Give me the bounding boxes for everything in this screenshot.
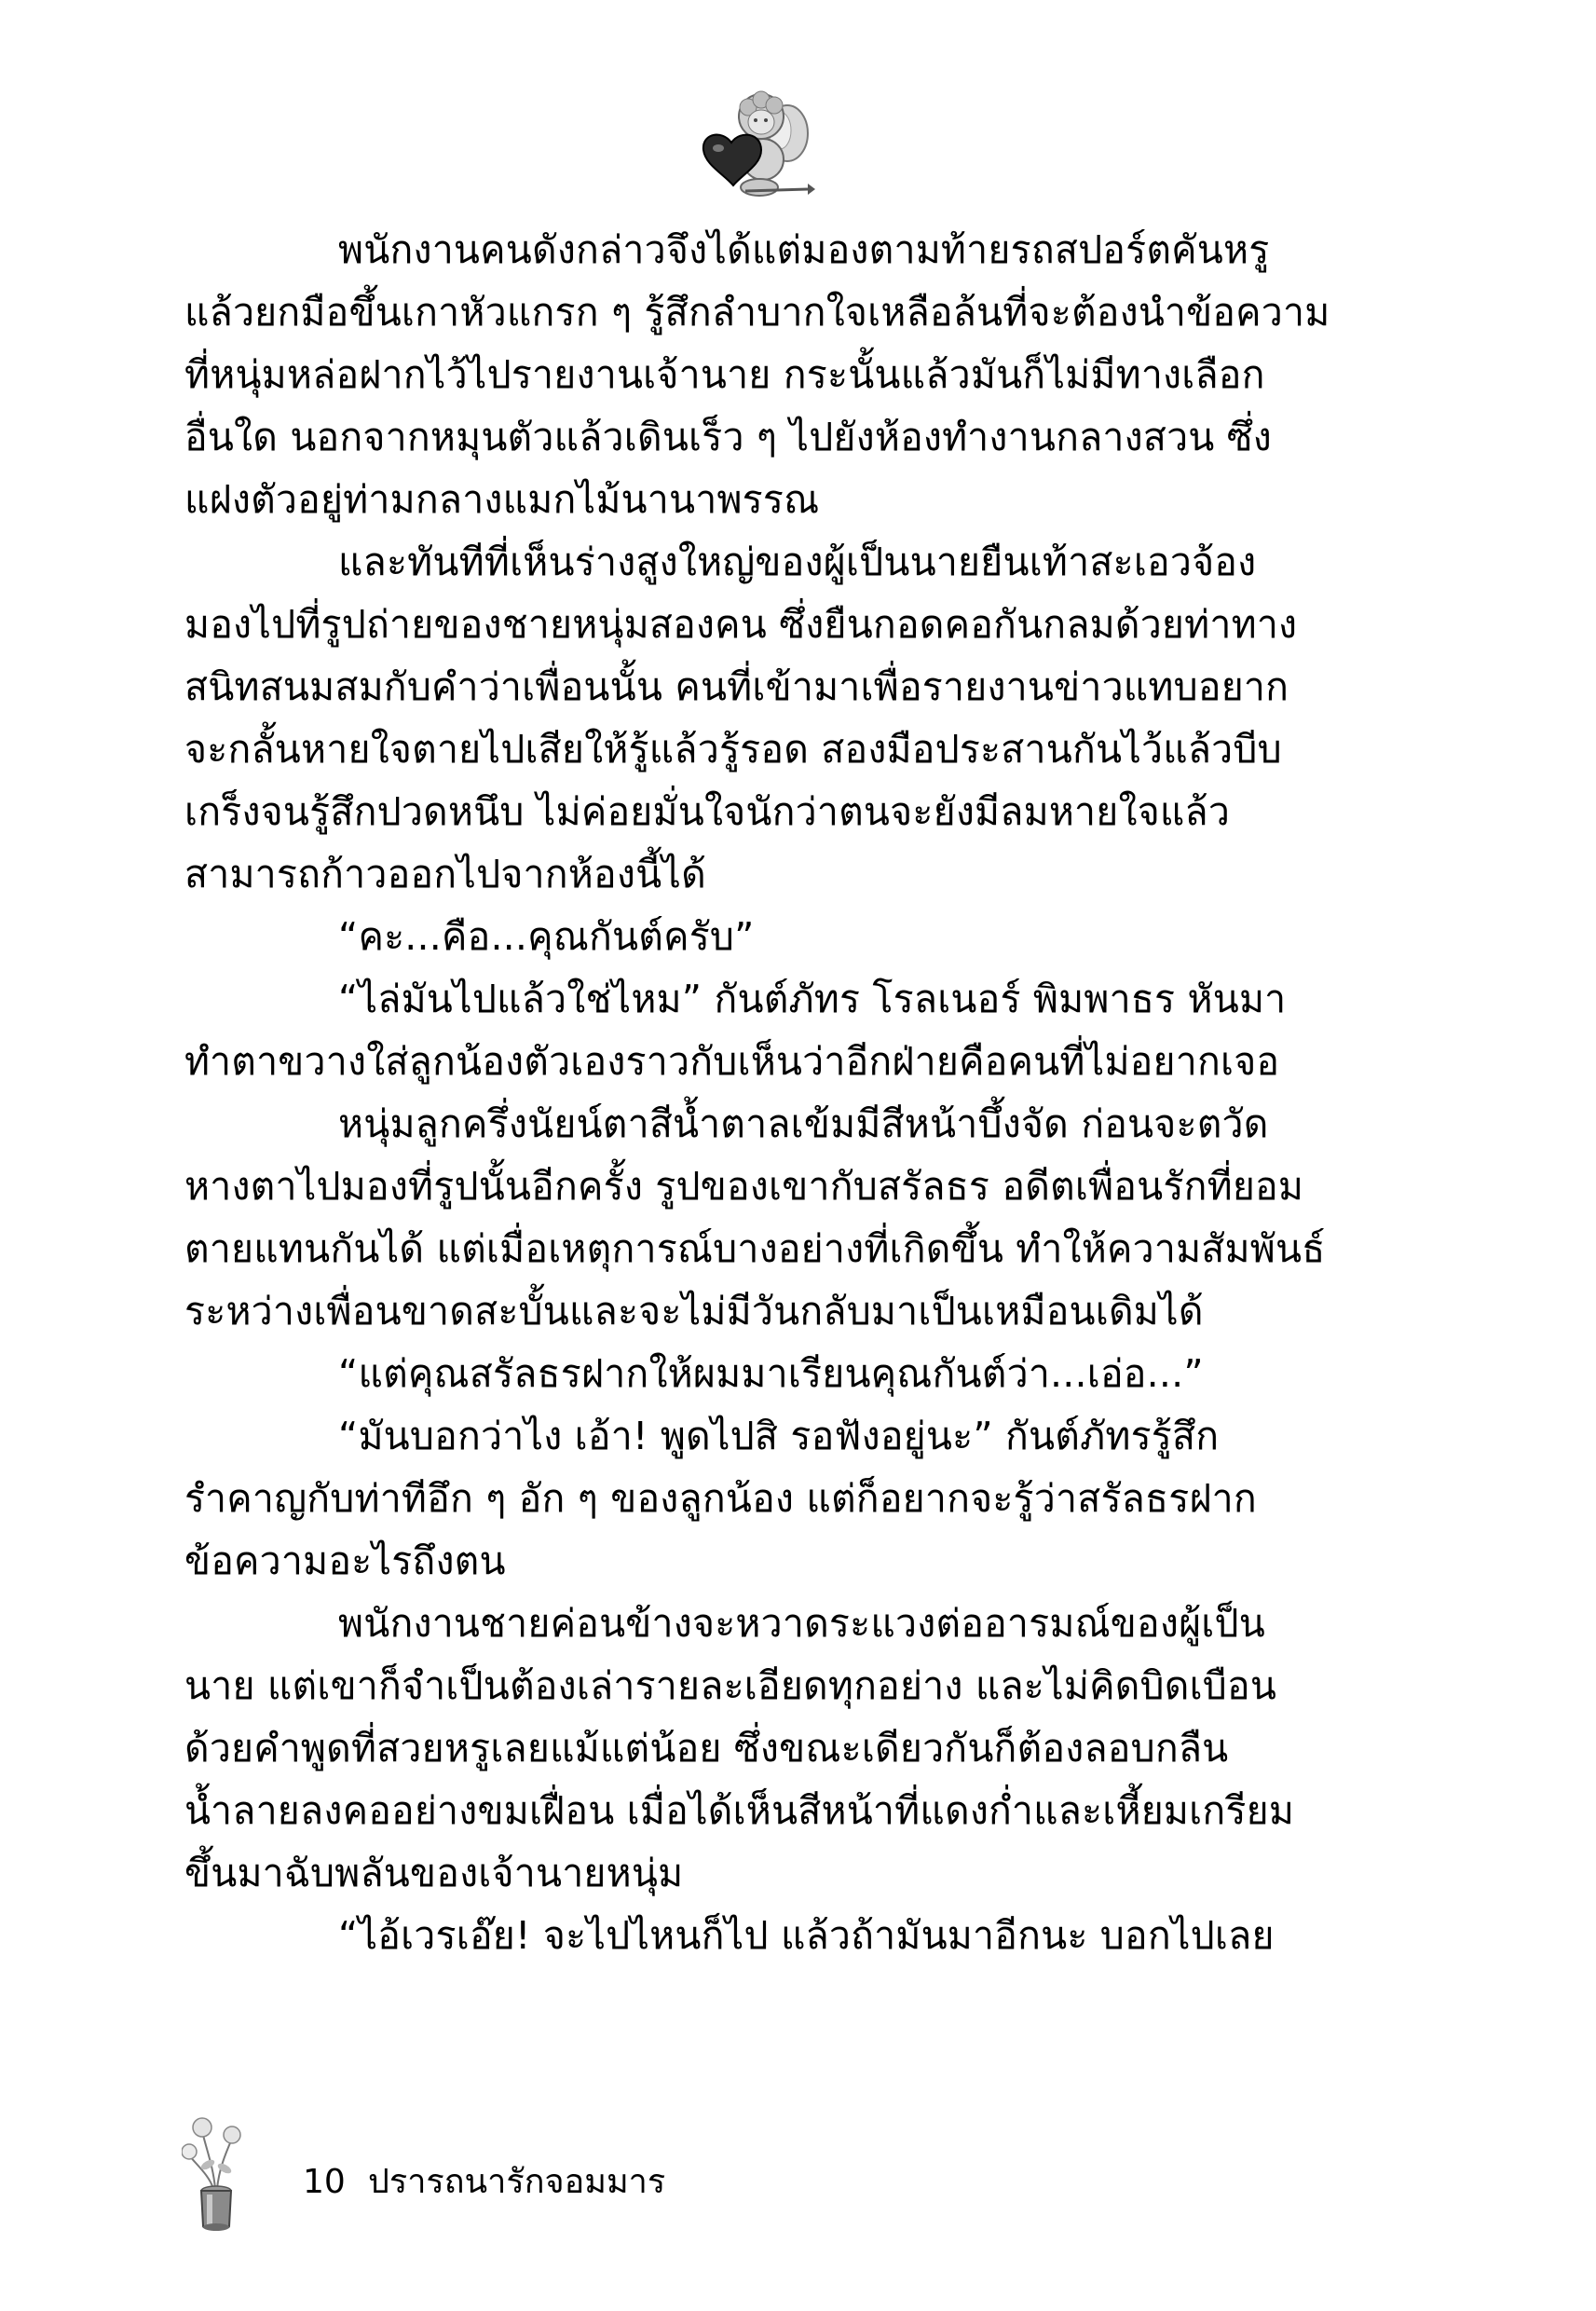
text-line: ด้วยคำพูดที่สวยหรูเลยแม้แต่น้อย ซึ่งขณะเดียวกันก็ต้องลอบกลืน (184, 1726, 1229, 1771)
text-line: “คะ...คือ...คุณกันต์ครับ” (338, 914, 755, 959)
text-line: เกร็งจนรู้สึกปวดหนึบ ไม่ค่อยมั่นใจนักว่าตนจะยังมีลมหายใจแล้ว (184, 789, 1231, 834)
text-line: ตายแทนกันได้ แต่เมื่อเหตุการณ์บางอย่างที่เกิดขึ้น ทำให้ความสัมพันธ์ (184, 1226, 1326, 1271)
text-line: นาย แต่เขาก็จำเป็นต้องเล่ารายละเอียดทุกอย่าง และไม่คิดบิดเบือน (184, 1663, 1277, 1708)
body-text (184, 219, 1330, 1967)
text-line: ขึ้นมาฉับพลันของเจ้านายหนุ่ม (184, 1851, 684, 1895)
book-title: ปรารถนารักจอมมาร (368, 2163, 666, 2201)
text-line: “ไอ้เวรเอ๊ย! จะไปไหนก็ไป แล้วถ้ามันมาอีกนะ บอกไปเลย (338, 1913, 1275, 1958)
text-line: หนุ่มลูกครึ่งนัยน์ตาสีน้ำตาลเข้มมีสีหน้าบึ้งจัด ก่อนจะตวัด (338, 1101, 1269, 1146)
text-line: แล้วยกมือขึ้นเกาหัวแกรก ๆ รู้สึกลำบากใจเหลือล้นที่จะต้องนำข้อความ (184, 290, 1330, 335)
text-line: มองไปที่รูปถ่ายของชายหนุ่มสองคน ซึ่งยืนกอดคอกันกลมด้วยท่าทาง (184, 602, 1298, 647)
text-line: ทำตาขวางใส่ลูกน้องตัวเองราวกับเห็นว่าอีกฝ่ายคือคนที่ไม่อยากเจอ (184, 1039, 1280, 1084)
text-line: “มันบอกว่าไง เอ้า! พูดไปสิ รอฟังอยู่นะ” กันต์ภัทรรู้สึก (338, 1414, 1220, 1458)
text-line: สามารถก้าวออกไปจากห้องนี้ได้ (184, 852, 706, 896)
text-line: ข้อความอะไรถึงตน (184, 1538, 506, 1583)
text-line: “แต่คุณสรัลธรฝากให้ผมมาเรียนคุณกันต์ว่า...เอ่อ...” (338, 1351, 1204, 1396)
cupid-heart-icon (694, 89, 815, 205)
text-line: และทันทีที่เห็นร่างสูงใหญ่ของผู้เป็นนายยืนเท้าสะเอวจ้อง (338, 540, 1257, 584)
text-line: สนิทสนมสมกับคำว่าเพื่อนนั้น คนที่เข้ามาเพื่อรายงานข่าวแทบอยาก (184, 664, 1289, 709)
flower-vase-icon (182, 2111, 247, 2232)
text-line: แฝงตัวอยู่ท่ามกลางแมกไม้นานาพรรณ (184, 477, 820, 522)
text-line: “ไล่มันไปแล้วใช่ไหม” กันต์ภัทร โรลเนอร์ พิมพาธร หันมา (338, 977, 1287, 1021)
text-line: หางตาไปมองที่รูปนั้นอีกครั้ง รูปของเขากับสรัลธร อดีตเพื่อนรักที่ยอม (184, 1164, 1304, 1209)
text-line: ระหว่างเพื่อนขาดสะบั้นและจะไม่มีวันกลับมาเป็นเหมือนเดิมได้ (184, 1289, 1204, 1333)
text-line: จะกลั้นหายใจตายไปเสียให้รู้แล้วรู้รอด สองมือประสานกันไว้แล้วบีบ (184, 727, 1282, 772)
text-line: พนักงานชายค่อนข้างจะหวาดระแวงต่ออารมณ์ของผู้เป็น (338, 1601, 1265, 1646)
page-footer (182, 2111, 834, 2232)
text-line: พนักงานคนดังกล่าวจึงได้แต่มองตามท้ายรถสปอร์ตคันหรู (338, 227, 1270, 272)
text-line: ที่หนุ่มหล่อฝากไว้ไปรายงานเจ้านาย กระนั้นแล้วมันก็ไม่มีทางเลือก (184, 352, 1265, 397)
text-line: น้ำลายลงคออย่างขมเฝื่อน เมื่อได้เห็นสีหน้าที่แดงก่ำและเหี้ยมเกรียม (184, 1788, 1295, 1833)
page-number: 10 (303, 2163, 346, 2201)
text-line: รำคาญกับท่าทีอึก ๆ อัก ๆ ของลูกน้อง แต่ก็อยากจะรู้ว่าสรัลธรฝาก (184, 1476, 1257, 1521)
text-line: อื่นใด นอกจากหมุนตัวแล้วเดินเร็ว ๆ ไปยังห้องทำงานกลางสวน ซึ่ง (184, 415, 1273, 459)
